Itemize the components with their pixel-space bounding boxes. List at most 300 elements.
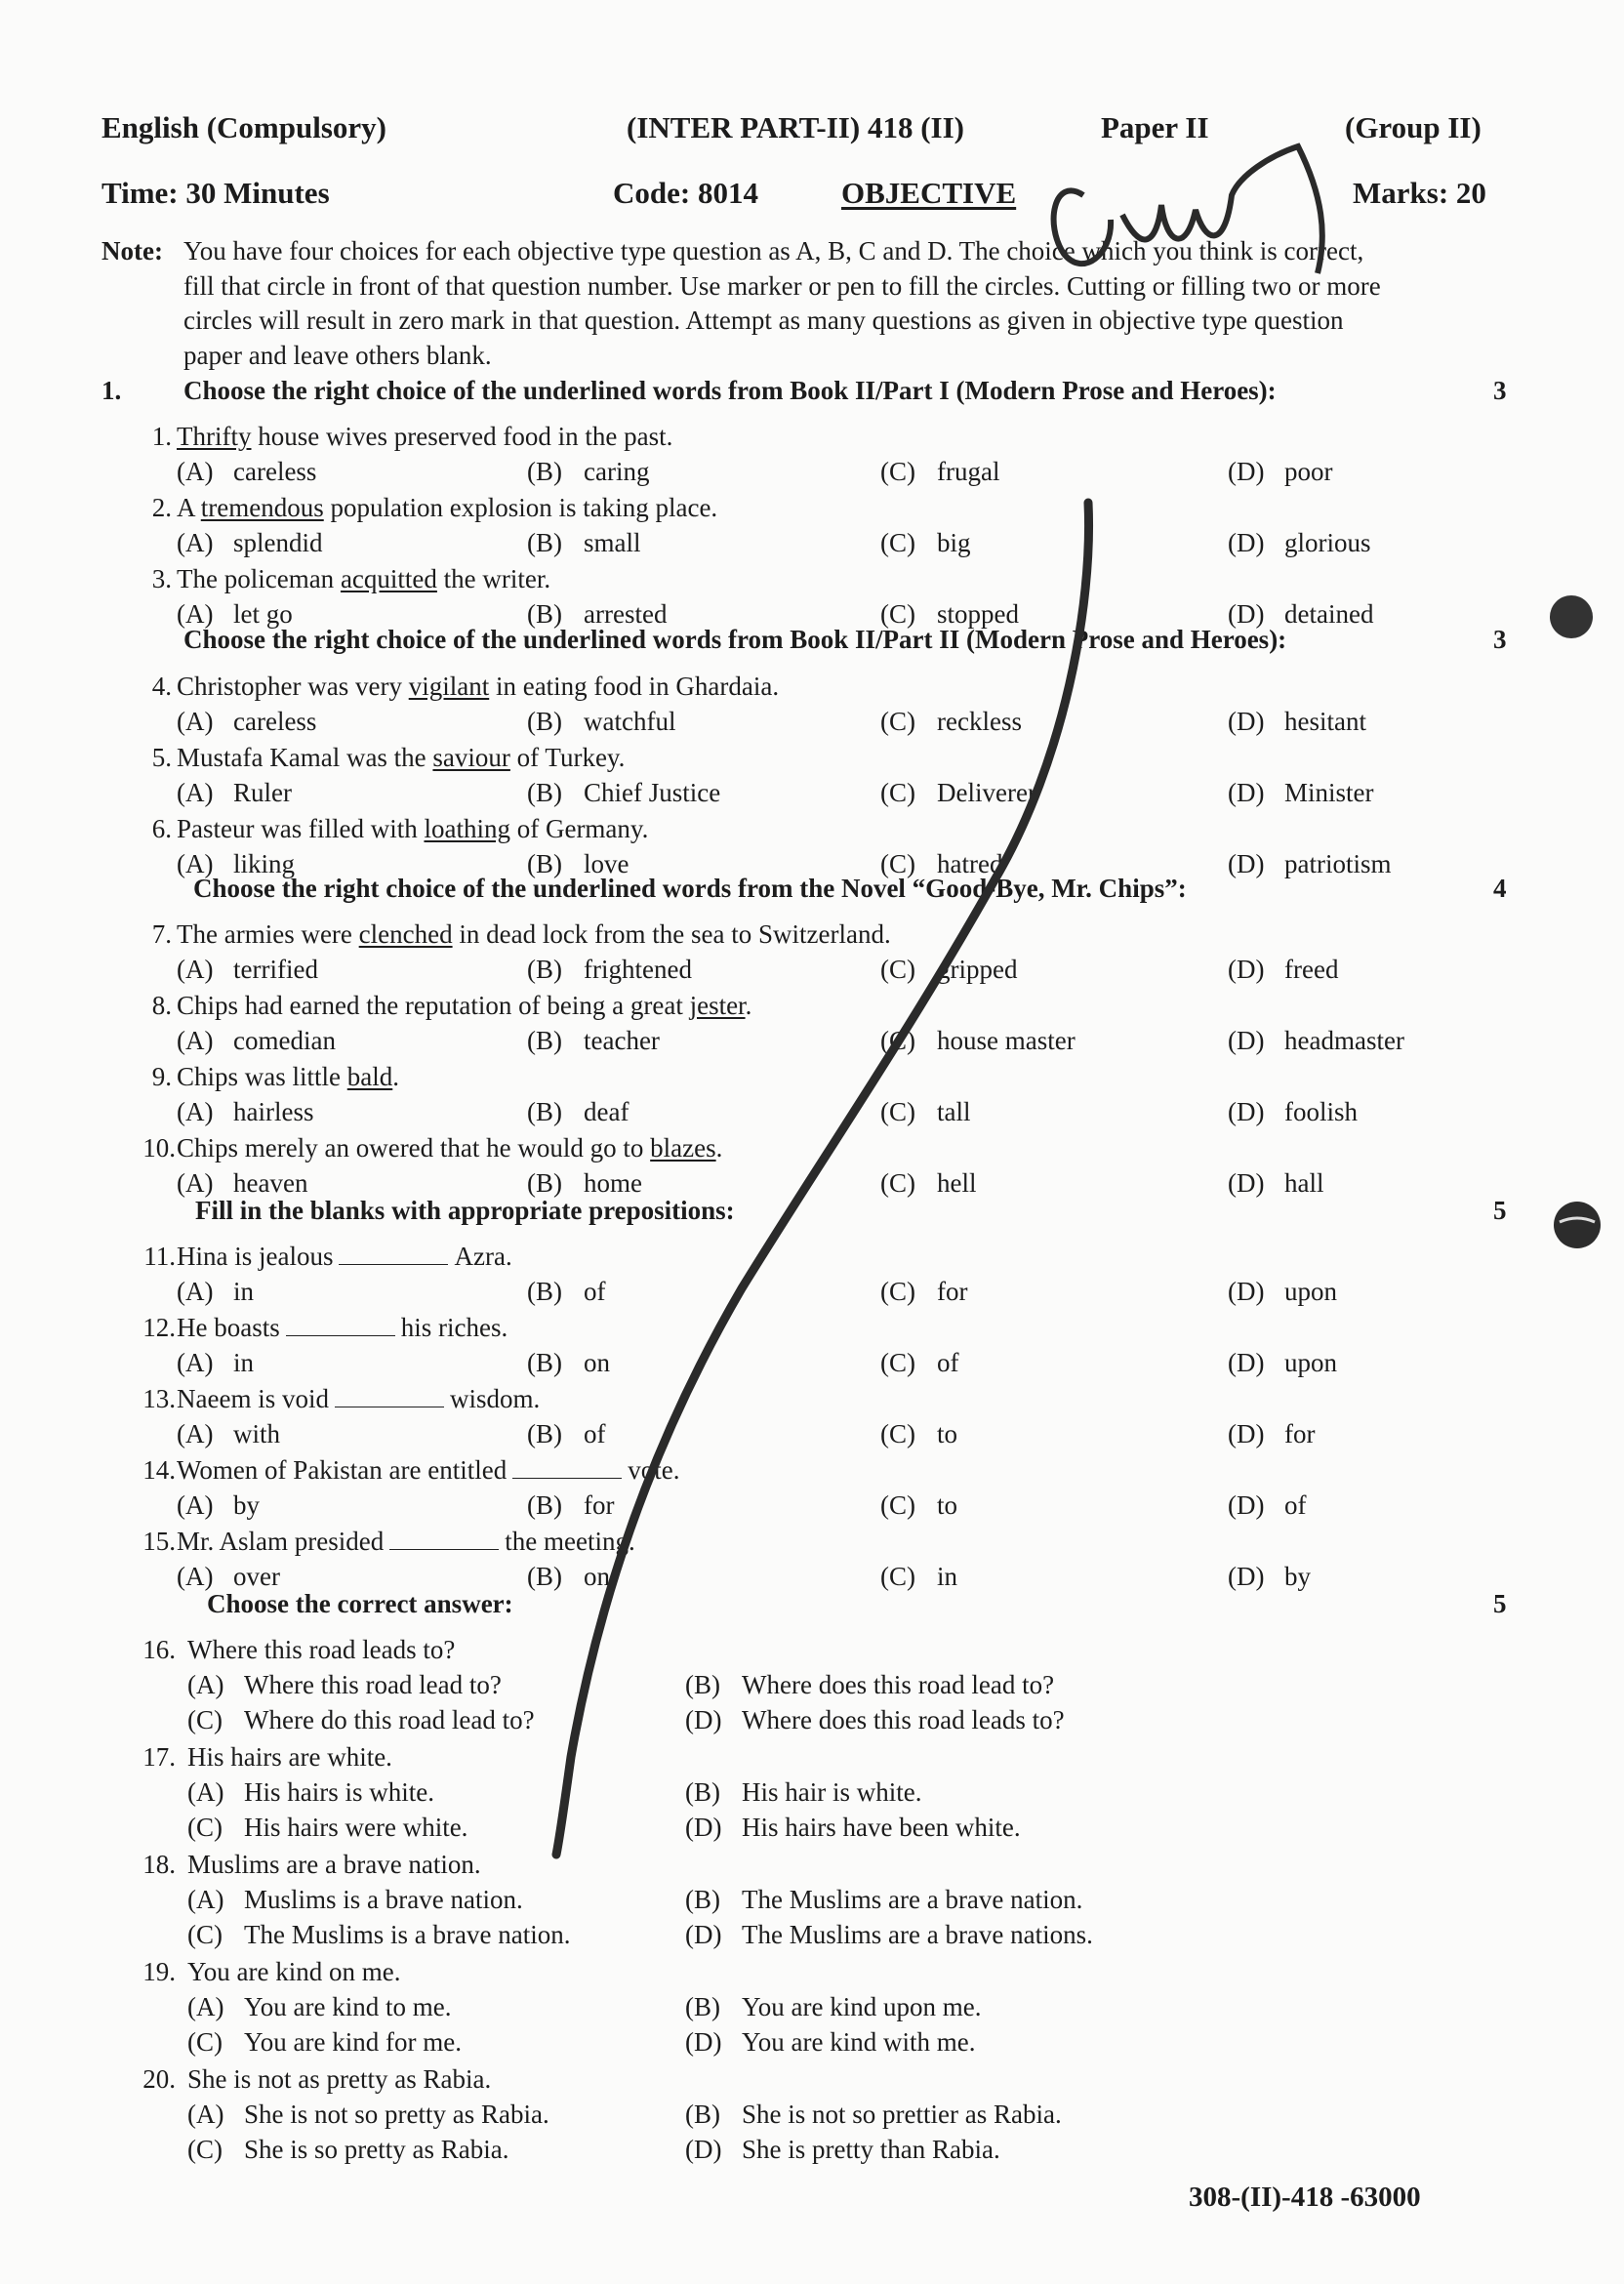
question-text: A tremendous population explosion is taking place. <box>177 493 718 522</box>
option-letter: (D) <box>1228 1026 1265 1055</box>
option-letter: (D) <box>1228 849 1265 878</box>
question-text: Women of Pakistan are entitled vote. <box>177 1455 680 1485</box>
option-letter: (D) <box>1228 955 1265 984</box>
time-label: Time: 30 Minutes <box>102 176 330 210</box>
option-letter: (D) <box>1228 778 1265 807</box>
option-text: She is not so prettier as Rabia. <box>742 2100 1062 2129</box>
section-marks: 3 <box>1493 625 1507 654</box>
question-number-label: 13. <box>142 1384 176 1413</box>
option-letter: (C) <box>880 955 915 984</box>
option-letter: (A) <box>187 1777 224 1807</box>
underlined-word: blazes <box>650 1133 716 1162</box>
answer-option <box>880 1026 1076 1056</box>
option-letter: (B) <box>527 955 562 984</box>
answer-option <box>187 2100 549 2130</box>
paper-type: OBJECTIVE <box>841 176 1017 210</box>
option-letter: (D) <box>685 1705 722 1734</box>
section-heading: Choose the right choice of the underlined words from the Novel “Good-Bye, Mr. Chips”: <box>193 874 1187 903</box>
answer-option <box>1228 457 1333 487</box>
answer-option <box>1228 1562 1311 1592</box>
option-text: frugal <box>937 457 1000 486</box>
option-text: His hairs is white. <box>244 1777 434 1807</box>
group-label: (Group II) <box>1345 110 1482 144</box>
answer-option <box>1228 1097 1358 1127</box>
option-letter: (C) <box>880 1097 915 1126</box>
option-text: to <box>937 1490 958 1520</box>
option-text: hall <box>1284 1168 1324 1198</box>
answer-option <box>685 2135 1000 2165</box>
option-letter: (C) <box>187 2027 223 2057</box>
option-letter: (C) <box>880 457 915 486</box>
answer-option <box>685 2100 1062 2130</box>
option-text: over <box>233 1562 280 1591</box>
option-text: detained <box>1284 599 1374 629</box>
section-heading: Choose the right choice of the underlined words from Book II/Part I (Modern Prose and Heroes): <box>183 376 1277 405</box>
answer-option <box>685 1885 1082 1915</box>
option-text: by <box>1284 1562 1311 1591</box>
option-text: liking <box>233 849 296 878</box>
answer-option <box>187 1670 502 1700</box>
option-text: glorious <box>1284 528 1371 557</box>
answer-option <box>1228 849 1392 879</box>
note-line: circles will result in zero mark in that question. Attempt as many questions as given in objective type question <box>183 306 1344 335</box>
answer-option <box>177 457 316 487</box>
option-letter: (B) <box>685 1885 720 1914</box>
answer-option <box>527 707 675 737</box>
answer-option <box>685 1813 1021 1843</box>
option-letter: (B) <box>527 778 562 807</box>
option-letter: (A) <box>177 1168 214 1198</box>
option-letter: (D) <box>685 2027 722 2057</box>
option-letter: (B) <box>527 1490 562 1520</box>
underlined-word: tremendous <box>200 493 324 522</box>
answer-option <box>527 1277 606 1307</box>
answer-option <box>177 1419 280 1449</box>
option-letter: (A) <box>187 2100 224 2129</box>
answer-option <box>527 849 629 879</box>
section-heading: Choose the correct answer: <box>207 1589 513 1618</box>
option-letter: (A) <box>187 1992 224 2021</box>
option-letter: (C) <box>880 1277 915 1306</box>
option-letter: (B) <box>527 1419 562 1448</box>
option-text: arrested <box>584 599 668 629</box>
answer-option <box>880 1490 957 1521</box>
option-letter: (A) <box>177 1348 214 1377</box>
subject-title: English (Compulsory) <box>102 110 386 144</box>
option-letter: (A) <box>177 1097 214 1126</box>
option-text: of <box>1284 1490 1307 1520</box>
option-text: in <box>233 1277 255 1306</box>
code-label: Code: 8014 <box>613 176 758 210</box>
option-text: patriotism <box>1284 849 1392 878</box>
question-number-label: 14. <box>142 1455 176 1485</box>
question-text: Chips had earned the reputation of being a great jester. <box>177 991 752 1020</box>
underlined-word: jester <box>689 991 746 1020</box>
option-text: let go <box>233 599 293 629</box>
answer-option <box>1228 955 1338 985</box>
fill-blank <box>389 1529 499 1550</box>
question-number-label: 12. <box>142 1313 176 1342</box>
answer-option <box>880 457 999 487</box>
option-letter: (D) <box>1228 1168 1265 1198</box>
answer-option <box>527 1562 610 1592</box>
option-text: watchful <box>584 707 676 736</box>
answer-option <box>1228 1026 1404 1056</box>
option-letter: (A) <box>177 1026 214 1055</box>
answer-option <box>187 1705 535 1735</box>
option-letter: (C) <box>880 1419 915 1448</box>
note-line: fill that circle in front of that question number. Use marker or pen to fill the circles. Cutting or filling two or more <box>183 270 1381 301</box>
answer-option <box>1228 599 1373 630</box>
option-letter: (A) <box>177 778 214 807</box>
answer-option <box>880 1097 971 1127</box>
answer-option <box>187 2027 462 2058</box>
option-text: small <box>584 528 641 557</box>
section-heading: Fill in the blanks with appropriate prepositions: <box>195 1196 735 1225</box>
option-text: teacher <box>584 1026 660 1055</box>
option-letter: (C) <box>187 1705 223 1734</box>
question-text: You are kind on me. <box>187 1957 401 1986</box>
option-letter: (C) <box>880 599 915 629</box>
option-text: Ruler <box>233 778 292 807</box>
option-text: by <box>233 1490 260 1520</box>
question-text: He boasts his riches. <box>177 1313 508 1342</box>
option-text: freed <box>1284 955 1339 984</box>
fill-blank <box>286 1316 395 1336</box>
answer-option <box>880 1168 977 1199</box>
option-letter: (D) <box>1228 528 1265 557</box>
option-text: for <box>1284 1419 1316 1448</box>
option-text: reckless <box>937 707 1022 736</box>
answer-option <box>1228 707 1366 737</box>
option-text: comedian <box>233 1026 336 1055</box>
option-text: You are kind upon me. <box>742 1992 982 2021</box>
option-text: house master <box>937 1026 1076 1055</box>
section-marks: 5 <box>1493 1196 1507 1225</box>
option-text: His hair is white. <box>742 1777 922 1807</box>
option-letter: (B) <box>527 849 562 878</box>
question-number-label: 3. <box>151 564 172 593</box>
option-letter: (A) <box>177 1277 214 1306</box>
option-letter: (A) <box>177 1562 214 1591</box>
option-letter: (A) <box>177 599 214 629</box>
option-letter: (A) <box>177 528 214 557</box>
paper-footer-code: 308-(II)-418 -63000 <box>1189 2182 1421 2213</box>
option-text: The Muslims are a brave nation. <box>742 1885 1083 1914</box>
underlined-word: saviour <box>432 743 510 772</box>
option-text: She is not so pretty as Rabia. <box>244 2100 549 2129</box>
option-letter: (D) <box>1228 1277 1265 1306</box>
option-letter: (B) <box>527 1168 562 1198</box>
option-text: home <box>584 1168 642 1198</box>
note-line: paper and leave others blank. <box>183 340 492 370</box>
fill-blank <box>335 1387 444 1407</box>
note-line: You have four choices for each objective type question as A, B, C and D. The choice which you think is correct, <box>183 236 1364 265</box>
option-text: His hairs have been white. <box>742 1813 1021 1842</box>
option-letter: (C) <box>880 1026 915 1055</box>
answer-option <box>880 778 1036 808</box>
answer-option <box>880 849 1002 879</box>
question-text: Christopher was very vigilant in eating food in Ghardaia. <box>177 672 780 701</box>
option-text: hatred <box>937 849 1003 878</box>
option-letter: (C) <box>880 1168 915 1198</box>
answer-option <box>527 955 692 985</box>
option-text: caring <box>584 457 650 486</box>
question-number-label: 1. <box>151 422 172 451</box>
option-text: love <box>584 849 629 878</box>
option-letter: (A) <box>187 1670 224 1699</box>
option-text: hesitant <box>1284 707 1366 736</box>
answer-option <box>527 778 720 808</box>
option-text: hell <box>937 1168 977 1198</box>
option-letter: (B) <box>527 1348 562 1377</box>
option-letter: (C) <box>187 2135 223 2164</box>
option-text: tall <box>937 1097 971 1126</box>
answer-option <box>685 1670 1054 1700</box>
option-text: upon <box>1284 1277 1337 1306</box>
answer-option <box>880 1348 959 1378</box>
option-letter: (B) <box>527 707 562 736</box>
option-letter: (B) <box>527 457 562 486</box>
option-text: Minister <box>1284 778 1374 807</box>
question-text: She is not as pretty as Rabia. <box>187 2064 492 2094</box>
option-letter: (D) <box>1228 457 1265 486</box>
question-number-label: 17. <box>142 1742 176 1772</box>
option-text: The Muslims are a brave nations. <box>742 1920 1093 1949</box>
option-text: in <box>937 1562 958 1591</box>
option-letter: (D) <box>1228 1348 1265 1377</box>
answer-option <box>880 1419 957 1449</box>
answer-option <box>177 1097 313 1127</box>
question-text: Chips merely an owered that he would go to blazes. <box>177 1133 723 1162</box>
question-number-label: 9. <box>151 1062 172 1091</box>
option-text: with <box>233 1419 281 1448</box>
option-letter: (C) <box>880 1490 915 1520</box>
question-number-label: 4. <box>151 672 172 701</box>
question-text: The armies were clenched in dead lock from the sea to Switzerland. <box>177 919 891 949</box>
question-text: Chips was little bald. <box>177 1062 399 1091</box>
answer-option <box>177 599 293 630</box>
option-text: on <box>584 1562 610 1591</box>
option-text: stopped <box>937 599 1019 629</box>
answer-option <box>1228 1490 1307 1521</box>
option-text: You are kind with me. <box>742 2027 976 2057</box>
option-text: She is pretty than Rabia. <box>742 2135 1000 2164</box>
option-letter: (D) <box>1228 707 1265 736</box>
option-text: foolish <box>1284 1097 1359 1126</box>
option-text: terrified <box>233 955 318 984</box>
question-text: Hina is jealous Azra. <box>177 1242 512 1271</box>
note-label: Note: <box>102 236 163 265</box>
option-letter: (A) <box>177 849 214 878</box>
option-text: Where do this road lead to? <box>244 1705 535 1734</box>
answer-option <box>880 599 1019 630</box>
question-text: Mr. Aslam presided the meeting. <box>177 1527 635 1556</box>
underlined-word: Thrifty <box>177 422 252 451</box>
answer-option <box>880 528 971 558</box>
option-letter: (D) <box>1228 1490 1265 1520</box>
option-letter: (C) <box>187 1813 223 1842</box>
answer-option <box>177 1562 280 1592</box>
answer-option <box>527 1026 660 1056</box>
question-number-label: 16. <box>142 1635 176 1664</box>
option-text: Chief Justice <box>584 778 721 807</box>
question-number-label: 11. <box>143 1242 176 1271</box>
option-letter: (D) <box>1228 1419 1265 1448</box>
question-number-label: 6. <box>151 814 172 843</box>
answer-option <box>527 1168 642 1199</box>
answer-option <box>1228 1348 1337 1378</box>
option-letter: (B) <box>685 1670 720 1699</box>
option-text: She is so pretty as Rabia. <box>244 2135 509 2164</box>
option-text: frightened <box>584 955 692 984</box>
answer-option <box>685 1920 1093 1950</box>
section-marks: 3 <box>1493 376 1507 405</box>
answer-option <box>177 955 318 985</box>
question-number-label: 15. <box>142 1527 176 1556</box>
answer-option <box>1228 528 1371 558</box>
option-text: Where does this road leads to? <box>742 1705 1065 1734</box>
answer-option <box>880 1277 967 1307</box>
option-text: His hairs were white. <box>244 1813 468 1842</box>
option-text: on <box>584 1348 610 1377</box>
option-letter: (C) <box>187 1920 223 1949</box>
option-text: Muslims is a brave nation. <box>244 1885 523 1914</box>
option-letter: (B) <box>527 1277 562 1306</box>
underlined-word: loathing <box>424 814 510 843</box>
question-number-label: 5. <box>151 743 172 772</box>
question-text: Pasteur was filled with loathing of Germany. <box>177 814 649 843</box>
option-text: upon <box>1284 1348 1337 1377</box>
option-text: deaf <box>584 1097 629 1126</box>
answer-option <box>527 1097 629 1127</box>
answer-option <box>1228 1277 1337 1307</box>
answer-option <box>527 457 649 487</box>
answer-option <box>527 1348 610 1378</box>
option-letter: (D) <box>1228 1097 1265 1126</box>
option-letter: (D) <box>1228 1562 1265 1591</box>
fill-blank <box>512 1458 622 1479</box>
answer-option <box>1228 1168 1324 1199</box>
option-letter: (A) <box>187 1885 224 1914</box>
option-text: to <box>937 1419 958 1448</box>
answer-option <box>685 2027 976 2058</box>
answer-option <box>177 528 323 558</box>
question-number-label: 20. <box>142 2064 176 2094</box>
section-marks: 5 <box>1493 1589 1507 1618</box>
option-letter: (B) <box>685 2100 720 2129</box>
option-letter: (D) <box>685 1813 722 1842</box>
question-number-label: 7. <box>151 919 172 949</box>
answer-option <box>880 1562 957 1592</box>
option-letter: (A) <box>177 1490 214 1520</box>
question-text: Muslims are a brave nation. <box>187 1850 481 1879</box>
option-text: for <box>937 1277 968 1306</box>
option-text: heaven <box>233 1168 308 1198</box>
answer-option <box>685 1992 982 2022</box>
question-number-label: 10. <box>142 1133 176 1162</box>
answer-option <box>177 1490 260 1521</box>
option-letter: (A) <box>177 955 214 984</box>
option-text: careless <box>233 707 317 736</box>
question-text: His hairs are white. <box>187 1742 392 1772</box>
question-text: The policeman acquitted the writer. <box>177 564 551 593</box>
option-letter: (A) <box>177 707 214 736</box>
option-letter: (A) <box>177 1419 214 1448</box>
instructions-note <box>102 234 1526 373</box>
option-letter: (B) <box>527 1026 562 1055</box>
option-text: You are kind for me. <box>244 2027 462 2057</box>
answer-option <box>685 1705 1065 1735</box>
option-text: Where does this road lead to? <box>742 1670 1055 1699</box>
question-text: Thrifty house wives preserved food in the past. <box>177 422 673 451</box>
underlined-word: vigilant <box>408 672 490 701</box>
answer-option <box>187 1777 434 1808</box>
option-letter: (D) <box>685 2135 722 2164</box>
option-text: of <box>584 1277 606 1306</box>
underlined-word: clenched <box>358 919 453 949</box>
option-letter: (B) <box>527 1562 562 1591</box>
option-text: gripped <box>937 955 1018 984</box>
option-text: Deliverer <box>937 778 1036 807</box>
answer-option <box>187 1813 467 1843</box>
option-letter: (C) <box>880 849 915 878</box>
question-number: 1. <box>102 376 122 405</box>
answer-option <box>177 778 292 808</box>
option-letter: (C) <box>880 528 915 557</box>
option-letter: (D) <box>1228 599 1265 629</box>
answer-option <box>177 1026 336 1056</box>
answer-option <box>527 1419 606 1449</box>
option-text: Where this road lead to? <box>244 1670 502 1699</box>
option-text: of <box>584 1419 606 1448</box>
option-letter: (C) <box>880 707 915 736</box>
option-text: The Muslims is a brave nation. <box>244 1920 571 1949</box>
paper-label: Paper II <box>1101 110 1209 144</box>
option-text: for <box>584 1490 615 1520</box>
answer-option <box>177 1277 254 1307</box>
fill-blank <box>339 1244 448 1265</box>
option-letter: (B) <box>527 1097 562 1126</box>
answer-option <box>177 849 295 879</box>
question-text: Naeem is void wisdom. <box>177 1384 541 1413</box>
option-letter: (B) <box>527 528 562 557</box>
question-number-label: 19. <box>142 1957 176 1986</box>
option-text: hairless <box>233 1097 314 1126</box>
answer-option <box>527 528 641 558</box>
option-text: in <box>233 1348 255 1377</box>
answer-option <box>1228 1419 1315 1449</box>
underlined-word: bald <box>346 1062 393 1091</box>
option-letter: (D) <box>685 1920 722 1949</box>
option-text: You are kind to me. <box>244 1992 452 2021</box>
option-letter: (C) <box>880 778 915 807</box>
option-letter: (C) <box>880 1348 915 1377</box>
question-text: Mustafa Kamal was the saviour of Turkey. <box>177 743 626 772</box>
answer-option <box>187 2135 508 2165</box>
question-number-label: 18. <box>142 1850 176 1879</box>
section-heading: Choose the right choice of the underlined words from Book II/Part II (Modern Prose and Heroes): <box>183 625 1287 654</box>
answer-option <box>685 1777 921 1808</box>
option-text: poor <box>1284 457 1333 486</box>
option-text: of <box>937 1348 959 1377</box>
option-letter: (B) <box>527 599 562 629</box>
option-letter: (B) <box>685 1777 720 1807</box>
option-text: headmaster <box>1284 1026 1404 1055</box>
option-letter: (A) <box>177 457 214 486</box>
option-text: big <box>937 528 971 557</box>
underlined-word: acquitted <box>340 564 437 593</box>
